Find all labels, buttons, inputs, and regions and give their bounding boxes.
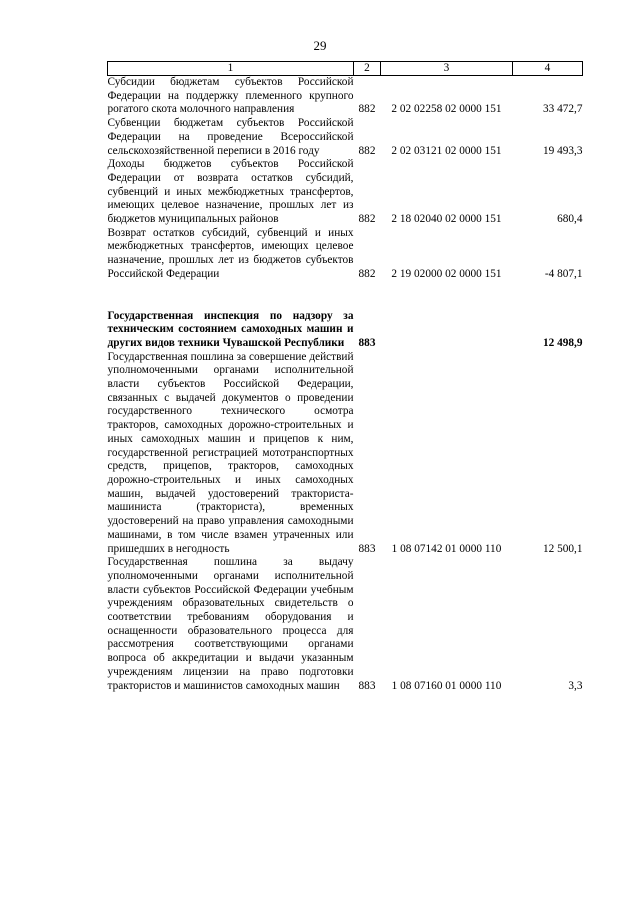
row-admin-code: 882 [358,144,376,157]
row-budget-code: 2 02 03121 02 0000 151 [391,144,502,157]
row-admin-code: 882 [358,103,376,116]
table-row [108,158,583,227]
table-header-row [108,62,583,76]
row-budget-code: 2 02 02258 02 0000 151 [391,103,502,116]
row-budget-code: 2 19 02000 02 0000 151 [391,267,502,280]
row-name: Государственная пошлина за совершение действий уполномоченными органами исполнительной власти субъектов Российской Федерации, связанных с выдачей документов о проведении государственного технического осмотра тракторов, самоходных дорожно-строительных и иных самоходных машин и прицепов к ним, государственной регистрацией мототранспортных средств, прицепов, тракторов, самоходных дорожно-строительных и иных самоходных машин, выдачей удостоверений тракториста-машиниста (тракториста), временных удостоверений на право управления самоходными машинами, в том числе взамен утраченных или пришедших в негодность [107,350,354,555]
table-row [108,556,583,693]
row-name: Доходы бюджетов субъектов Российской Федерации от возврата остатков субсидий, субвенций и иных межбюджетных трансфертов, имеющих целевое назначение, прошлых лет из бюджетов муниципальных районов [107,158,354,226]
row-budget-code: 1 08 07160 01 0000 110 [391,679,502,692]
row-admin-code: 882 [358,213,376,226]
section-header-row [108,310,583,351]
row-name: Субвенции бюджетам субъектов Российской Федерации на проведение Всероссийской сельскохозяйственной переписи в 2016 году [107,117,354,157]
row-name: Возврат остатков субсидий, субвенций и иных межбюджетных трансфертов, имеющих целевое назначение, прошлых лет из бюджетов субъектов Российской Федерации [107,226,354,280]
table-row [108,227,583,282]
table-row [108,117,583,158]
row-spacer [108,282,583,310]
budget-table [107,61,583,693]
row-name: Государственная пошлина за выдачу уполномоченными органами исполнительной власти субъектов Российской Федерации учебным учреждениям образовательных свидетельств о соответствии требованиям оборудования и оснащенности образовательного процесса для рассмотрения соответствующими органами вопроса об аккредитации и выдачи указанным учреждениям лицензии на право подготовки трактористов и машинистов самоходных машин [107,556,354,692]
row-name: Субсидии бюджетам субъектов Российской Федерации на поддержку племенного крупного рогатого скота молочного направления [107,76,354,116]
row-amount: -4 807,1 [544,267,583,280]
row-amount: 680,4 [557,213,583,226]
page-number: 29 [313,38,327,53]
row-budget-code: 1 08 07142 01 0000 110 [391,542,502,555]
row-amount: 33 472,7 [542,103,583,116]
column-header-1: 1 [108,62,354,76]
table-row [108,76,583,118]
table-row [108,351,583,557]
column-header-2: 2 [354,62,381,76]
column-header-3: 3 [381,62,513,76]
section-title: Государственная инспекция по надзору за техническим состоянием самоходных машин и других видов техники Чувашской Республики [107,309,354,349]
row-admin-code: 882 [358,267,376,280]
row-amount: 19 493,3 [542,144,583,157]
row-admin-code: 883 [358,542,376,555]
column-header-4: 4 [513,62,583,76]
row-amount: 3,3 [568,679,583,692]
section-budget-code [381,310,513,351]
row-amount: 12 500,1 [542,542,583,555]
section-admin-code: 883 [358,336,376,349]
row-budget-code: 2 18 02040 02 0000 151 [391,213,502,226]
row-admin-code: 883 [358,679,376,692]
section-amount: 12 498,9 [542,336,583,349]
